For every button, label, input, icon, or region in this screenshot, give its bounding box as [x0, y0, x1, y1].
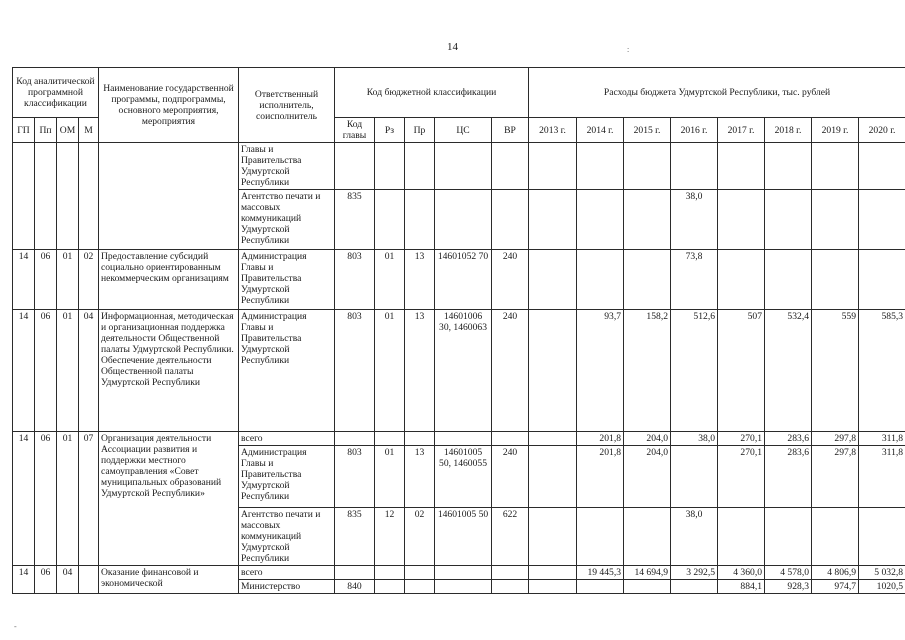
cell-pr: 13: [405, 446, 435, 508]
subheader-pp: Пп: [35, 118, 57, 143]
subheader-pr: Пр: [405, 118, 435, 143]
cell-executor: Главы и Правительства Удмуртской Республики: [239, 143, 335, 190]
header-row: [13, 68, 905, 118]
cell-2015: 158,2: [624, 310, 671, 432]
cell-2020: 585,3: [859, 310, 905, 432]
cell-m: 02: [79, 250, 99, 310]
cell-rz: 01: [375, 250, 405, 310]
page-number: 14: [447, 41, 458, 53]
table-row: [13, 250, 905, 310]
subheader-year: 2016 г.: [671, 118, 718, 143]
cell-2019: 974,7: [812, 580, 859, 594]
subheader-om: ОМ: [57, 118, 79, 143]
table-row: [13, 310, 905, 432]
cell-om: 01: [57, 250, 79, 310]
cell-vr: 622: [492, 508, 529, 566]
cell-2014: 201,8: [577, 432, 624, 446]
budget-table: [12, 67, 905, 594]
cell-2018: 4 578,0: [765, 566, 812, 580]
cell-gp: 14: [13, 310, 35, 432]
cell-gp: 14: [13, 566, 35, 594]
cell-kod-glavy: 835: [335, 508, 375, 566]
cell-pp: 06: [35, 250, 57, 310]
cell-2018: 928,3: [765, 580, 812, 594]
subheader-year: 2014 г.: [577, 118, 624, 143]
subheader-year: 2018 г.: [765, 118, 812, 143]
cell-kod-glavy: 803: [335, 310, 375, 432]
cell-2017: 270,1: [718, 446, 765, 508]
cell-name: Организация деятельности Ассоциации развития и поддержки местного самоуправления «Совет муниципальных образований Удмуртской Республики»: [99, 432, 239, 566]
cell-2018: 283,6: [765, 446, 812, 508]
cell-kod-glavy: 803: [335, 250, 375, 310]
cell-2014: 93,7: [577, 310, 624, 432]
cell-2017: 270,1: [718, 432, 765, 446]
cell-2019: 297,8: [812, 432, 859, 446]
header-responsible: Ответственный исполнитель, соисполнитель: [239, 68, 335, 143]
cell-rz: 01: [375, 310, 405, 432]
cell-executor: Агентство печати и массовых коммуникаций Удмуртской Республики: [239, 508, 335, 566]
cell-m: 04: [79, 310, 99, 432]
cell-2019: 559: [812, 310, 859, 432]
cell-kod-glavy: 803: [335, 446, 375, 508]
page-mark: :: [627, 45, 630, 54]
cell-pp: 06: [35, 310, 57, 432]
cell-pr: 13: [405, 310, 435, 432]
cell-2018: 532,4: [765, 310, 812, 432]
cell-2015: 204,0: [624, 432, 671, 446]
cell-executor: Администрация Главы и Правительства Удмуртской Республики: [239, 446, 335, 508]
subheader-kod-glavy: Код главы: [335, 118, 375, 143]
cell-2016: 38,0: [671, 508, 718, 566]
cell-2016: 3 292,5: [671, 566, 718, 580]
cell-gp: 14: [13, 250, 35, 310]
cell-2020: 1020,5: [859, 580, 905, 594]
subheader-year: 2020 г.: [859, 118, 905, 143]
cell-executor: Министерство: [239, 580, 335, 594]
header-budget-code: Код бюджетной классификации: [335, 68, 529, 118]
cell-2015: 14 694,9: [624, 566, 671, 580]
subheader-year: 2015 г.: [624, 118, 671, 143]
cell-kod-glavy: 835: [335, 190, 375, 250]
cell-2019: 4 806,9: [812, 566, 859, 580]
cell-2017: 507: [718, 310, 765, 432]
header-code-analytic: Код аналитической программной классификации: [13, 68, 99, 118]
cell-pr: 13: [405, 250, 435, 310]
cell-rz: 12: [375, 508, 405, 566]
cell-gp: 14: [13, 432, 35, 566]
cell-vr: 240: [492, 310, 529, 432]
cell-2015: 204,0: [624, 446, 671, 508]
subheader-cs: ЦС: [435, 118, 492, 143]
cell-2016: 38,0: [671, 190, 718, 250]
cell-2020: 5 032,8: [859, 566, 905, 580]
cell-vr: 240: [492, 250, 529, 310]
cell-cs: 14601052 70: [435, 250, 492, 310]
cell-vr: 240: [492, 446, 529, 508]
cell-om: 04: [57, 566, 79, 594]
cell-2016: 38,0: [671, 432, 718, 446]
cell-name: Предоставление субсидий социально ориентированным некоммерческим организациям: [99, 250, 239, 310]
cell-executor: Агентство печати и массовых коммуникаций Удмуртской Республики: [239, 190, 335, 250]
subheader-rz: Рз: [375, 118, 405, 143]
cell-2017: 4 360,0: [718, 566, 765, 580]
table-row: [13, 566, 905, 580]
cell-pp: 06: [35, 432, 57, 566]
cell-executor: Администрация Главы и Правительства Удмуртской Республики: [239, 310, 335, 432]
cell-2020: 311,8: [859, 432, 905, 446]
subheader-year: 2017 г.: [718, 118, 765, 143]
subheader-year: 2013 г.: [529, 118, 577, 143]
cell-pr: 02: [405, 508, 435, 566]
subheader-m: М: [79, 118, 99, 143]
header-expenses: Расходы бюджета Удмуртской Республики, тыс. рублей: [529, 68, 905, 118]
cell-2014: 19 445,3: [577, 566, 624, 580]
cell-2020: 311,8: [859, 446, 905, 508]
header-name: Наименование государственной программы, подпрограммы, основного мероприятия, мероприятия: [99, 68, 239, 143]
cell-2014: 201,8: [577, 446, 624, 508]
cell-2017: 884,1: [718, 580, 765, 594]
cell-name: Оказание финансовой и экономической: [99, 566, 239, 594]
corner-mark: -: [14, 622, 17, 631]
cell-cs: 14601006 30, 1460063: [435, 310, 492, 432]
cell-executor: Администрация Главы и Правительства Удмуртской Республики: [239, 250, 335, 310]
subheader-gp: ГП: [13, 118, 35, 143]
cell-executor: всего: [239, 432, 335, 446]
cell-2016: 73,8: [671, 250, 718, 310]
cell-om: 01: [57, 310, 79, 432]
cell-om: 01: [57, 432, 79, 566]
subheader-year: 2019 г.: [812, 118, 859, 143]
cell-name: Информационная, методическая и организационная поддержка деятельности Общественной палаты Удмуртской Республики. Обеспечение деятельности Общественной палаты Удмуртской Республики: [99, 310, 239, 432]
cell-pp: 06: [35, 566, 57, 594]
cell-kod-glavy: 840: [335, 580, 375, 594]
cell-2019: 297,8: [812, 446, 859, 508]
cell-rz: 01: [375, 446, 405, 508]
table-row: [13, 432, 905, 446]
cell-executor: всего: [239, 566, 335, 580]
cell-m: 07: [79, 432, 99, 566]
cell-2018: 283,6: [765, 432, 812, 446]
cell-2016: 512,6: [671, 310, 718, 432]
cell-cs: 14601005 50: [435, 508, 492, 566]
cell-cs: 14601005 50, 1460055: [435, 446, 492, 508]
subheader-vr: ВР: [492, 118, 529, 143]
table-row: [13, 143, 905, 190]
